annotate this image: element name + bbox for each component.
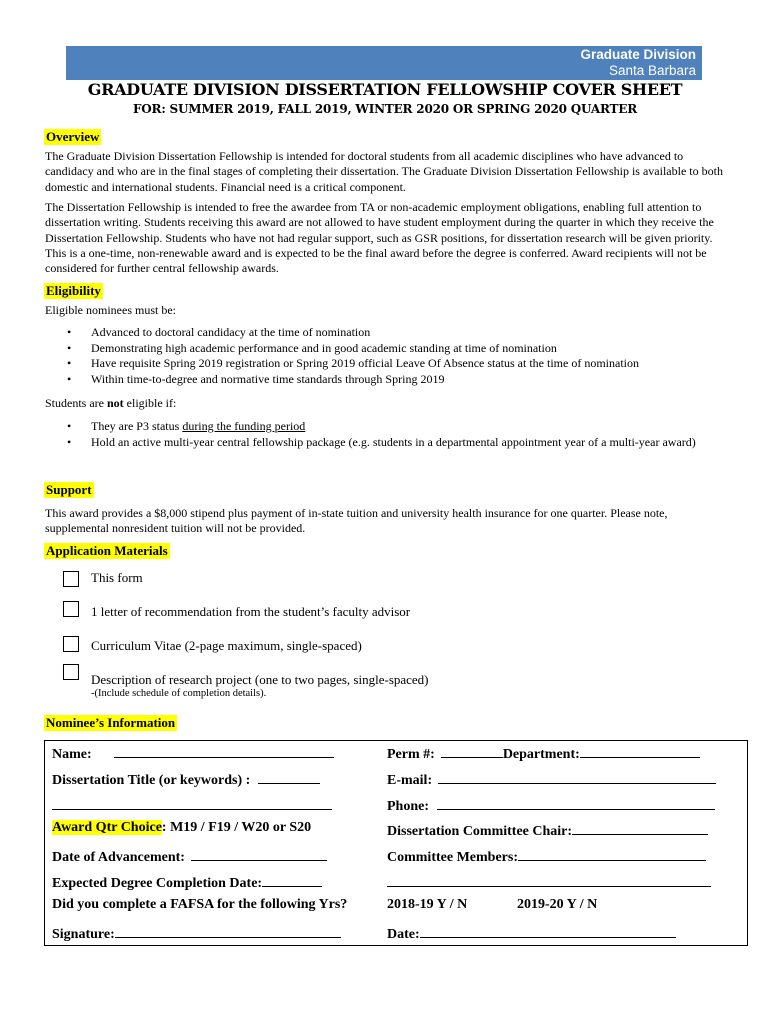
dissertation-title-field: Dissertation Title (or keywords) : — [52, 769, 320, 789]
date-input[interactable] — [420, 923, 676, 938]
email-field: E-mail: — [387, 769, 716, 789]
committee-members-input-2[interactable] — [387, 872, 711, 887]
page-subtitle: FOR: SUMMER 2019, FALL 2019, WINTER 2020 OR SPRING 2020 QUARTER — [132, 102, 637, 116]
page-title: GRADUATE DIVISION DISSERTATION FELLOWSHIP COVER SHEET — [87, 80, 683, 99]
list-item: • Advanced to doctoral candidacy at the time of nomination — [45, 325, 639, 341]
fafsa-2018-19[interactable]: 2018-19 Y / N — [387, 897, 468, 912]
perm-input[interactable] — [441, 743, 503, 758]
phone-input[interactable] — [437, 795, 715, 810]
not-eligible-list — [45, 419, 696, 450]
header-campus: Santa Barbara — [608, 63, 696, 78]
committee-chair-input[interactable] — [572, 820, 708, 835]
list-item: • Hold an active multi-year central fellowship package (e.g. students in a departmental appointment year of a multi-year award) — [45, 435, 696, 451]
phone-field: Phone: — [387, 795, 715, 815]
expected-completion-field: Expected Degree Completion Date: — [52, 872, 322, 892]
email-input[interactable] — [438, 769, 716, 784]
name-field: Name: — [52, 743, 334, 763]
overview-heading: Overview — [46, 129, 100, 144]
award-qtr-field: Award Qtr Choice: M19 / F19 / W20 or S20 — [52, 820, 312, 835]
signature-field: Signature: — [52, 923, 341, 943]
materials-note: -(Include schedule of completion details). — [91, 688, 267, 699]
not-eligible-lead: Students are not eligible if: — [45, 396, 177, 410]
materials-item-label: Description of research project (one to two pages, single-spaced) — [91, 672, 429, 687]
checkbox-research-description[interactable] — [63, 664, 79, 680]
list-item: • They are P3 status during the funding period — [45, 419, 696, 435]
eligibility-lead: Eligible nominees must be: — [45, 303, 176, 317]
signature-input[interactable] — [115, 923, 341, 938]
materials-heading: Application Materials — [46, 543, 168, 558]
expected-completion-input[interactable] — [262, 872, 322, 887]
list-item: • Within time-to-degree and normative time standards through Spring 2019 — [45, 372, 639, 388]
support-text: This award provides a $8,000 stipend plus payment of in-state tuition and university health insurance for one quarter. Please note, supplemental nonresident tuition will not be provided. — [45, 506, 668, 536]
dissertation-title-input[interactable] — [258, 769, 320, 784]
header-org: Graduate Division — [580, 47, 696, 62]
date-field: Date: — [387, 923, 676, 943]
dissertation-title-line — [52, 795, 332, 815]
list-item: • Demonstrating high academic performance and in good academic standing at time of nomination — [45, 341, 639, 357]
committee-members-line — [387, 872, 711, 892]
support-heading: Support — [46, 482, 92, 497]
committee-chair-field: Dissertation Committee Chair: — [387, 820, 708, 840]
advancement-date-field: Date of Advancement: — [52, 846, 327, 866]
list-item: • Have requisite Spring 2019 registration or Spring 2019 official Leave Of Absence status at the time of nomination — [45, 356, 639, 372]
name-input[interactable] — [114, 743, 334, 758]
header-banner — [66, 46, 702, 80]
fafsa-2019-20[interactable]: 2019-20 Y / N — [517, 897, 598, 912]
eligibility-heading: Eligibility — [46, 283, 101, 298]
dissertation-title-input-2[interactable] — [52, 795, 332, 810]
materials-item-label: Curriculum Vitae (2-page maximum, single-spaced) — [91, 638, 362, 653]
fafsa-question: Did you complete a FAFSA for the following Yrs? — [52, 897, 348, 912]
materials-item-label: This form — [91, 570, 143, 585]
eligibility-list — [45, 325, 639, 387]
advancement-date-input[interactable] — [191, 846, 327, 861]
checkbox-this-form[interactable] — [63, 571, 79, 587]
perm-department-field: Perm #: Department: — [387, 743, 700, 763]
overview-paragraph-1: The Graduate Division Dissertation Fellowship is intended for doctoral students from all academic disciplines who have advanced to candidacy and who are in the final stages of completing their dissertation. The Graduate Division Dissertation Fellowship is available to both domestic and international students. Financial need is a critical component. — [45, 149, 723, 194]
overview-paragraph-2: The Dissertation Fellowship is intended to free the awardee from TA or non-academic employment obligations, enabling full attention to dissertation writing. Students receiving this award are not allowed to have student employment during the quarter in which they receive the Dissertation Fellowship. Students who have not had regular support, such as GSR positions, for dissertation research will be given priority. This is a one-time, non-renewable award and is expected to be the final award before the degree is conferred. Award recipients will not be considered for further central fellowship awards. — [45, 200, 714, 276]
materials-item-label: 1 letter of recommendation from the student’s faculty advisor — [91, 604, 411, 619]
nominee-heading: Nominee’s Information — [46, 715, 176, 730]
department-input[interactable] — [580, 743, 700, 758]
committee-members-field: Committee Members: — [387, 846, 706, 866]
committee-members-input[interactable] — [518, 846, 706, 861]
checkbox-recommendation-letter[interactable] — [63, 601, 79, 617]
checkbox-curriculum-vitae[interactable] — [63, 636, 79, 652]
